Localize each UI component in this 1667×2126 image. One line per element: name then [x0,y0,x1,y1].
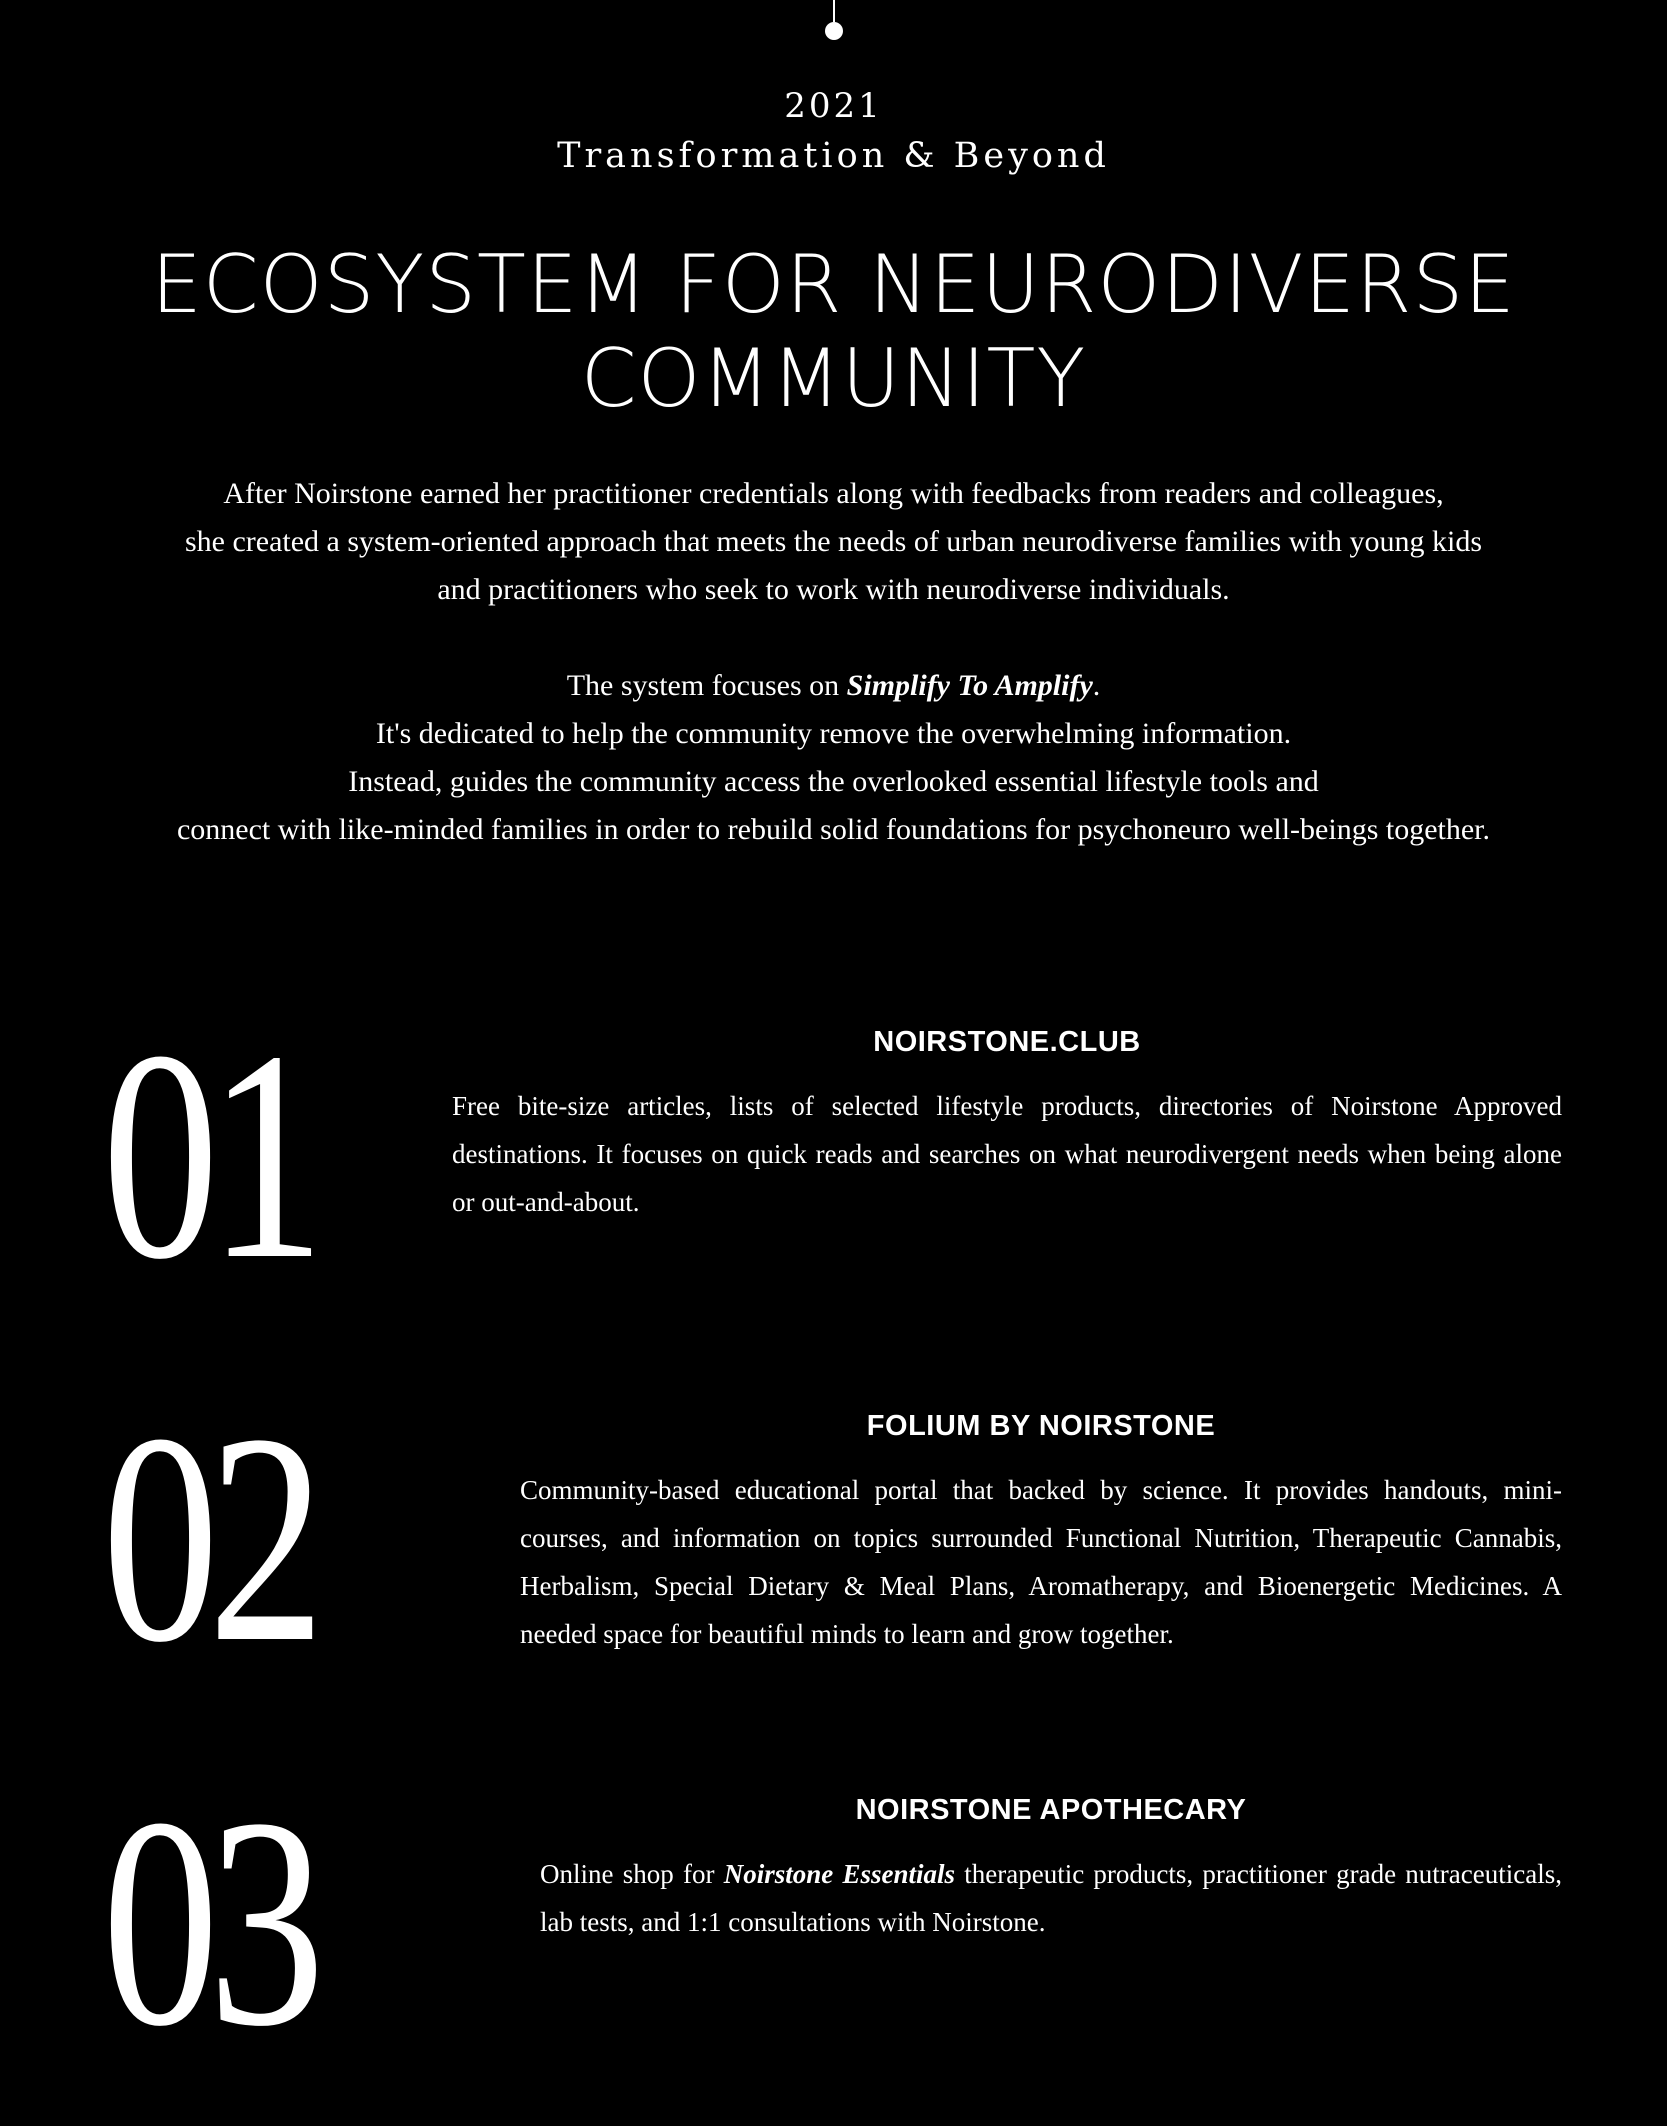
item-title-folium: FOLIUM BY NOIRSTONE [866,1410,1216,1442]
focus-emphasis: Simplify To Amplify [846,669,1093,702]
timeline-dot [825,22,843,40]
apothecary-desc-prefix: Online shop for [540,1859,724,1889]
item-description-noirstone-club: Free bite-size articles, lists of selected lifestyle products, directories of Noirstone Approved destinations. It focuses on quick reads and searches on what neurodivergent needs when being alone or out-and-about. [452,1091,1562,1217]
item-number-02: 02 [102,1372,315,1704]
item-title-noirstone-club: NOIRSTONE.CLUB [873,1026,1141,1058]
focus-line [60,662,1607,710]
focus-suffix: . [1092,669,1101,702]
apothecary-desc-suffix: therapeutic products, practitioner grade nutraceuticals, lab tests, and 1:1 consultations with Noirstone. [540,1859,1562,1937]
apothecary-desc-emphasis: Noirstone Essentials [723,1859,956,1889]
page-title [60,238,1607,426]
focus-prefix: The system focuses on [566,669,847,702]
item-description-folium: Community-based educational portal that backed by science. It provides handouts, mini-courses, and information on topics surrounded Functional Nutrition, Therapeutic Cannabis, Herbalism, Special Dietary & Meal Plans, Aromatherapy, and Bioenergetic Medicines. A needed space for beautiful minds to learn and grow together. [520,1475,1562,1649]
intro-line: and practitioners who seek to work with neurodiverse individuals. [437,573,1230,606]
intro-line: she created a system-oriented approach that meets the needs of urban neurodiverse families with young kids [184,525,1483,558]
intro-line: After Noirstone earned her practitioner credentials along with feedbacks from readers and colleagues, [223,477,1444,510]
focus-line: It's dedicated to help the community remove the overwhelming information. [375,717,1292,750]
timeline-year: 2021 [784,86,883,126]
intro-text [60,470,1607,854]
timeline-line [833,0,835,22]
item-title-apothecary: NOIRSTONE APOTHECARY [855,1794,1247,1826]
page-title-line-1: ECOSYSTEM FOR NEURODIVERSE [151,238,1516,331]
timeline-era: Transformation & Beyond [557,136,1110,176]
item-number-03: 03 [102,1756,315,2088]
page-title-line-2: COMMUNITY [580,332,1087,425]
focus-line: Instead, guides the community access the overlooked essential lifestyle tools and [348,765,1319,798]
focus-line: connect with like-minded families in order to rebuild solid foundations for psychoneuro well-beings together. [176,813,1491,846]
item-number-01: 01 [102,989,315,1321]
item-description-apothecary [540,1850,1562,1946]
